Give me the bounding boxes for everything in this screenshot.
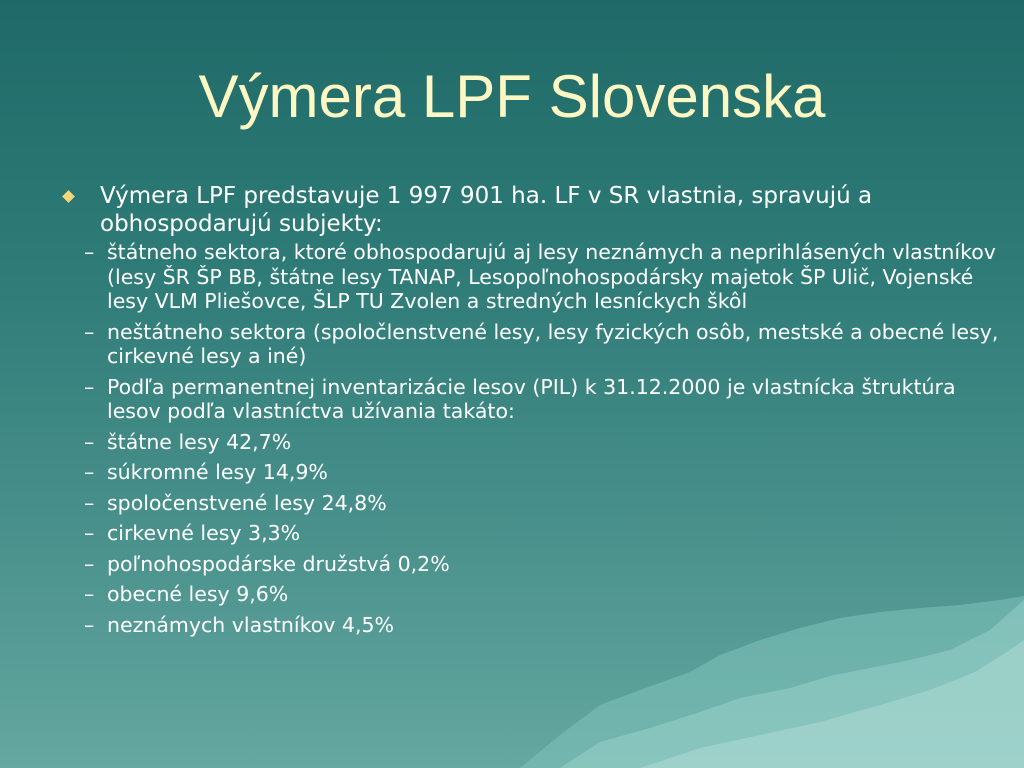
list-item-text: neznámych vlastníkov 4,5%	[107, 612, 395, 637]
slide-body	[62, 182, 1002, 643]
dash-marker: –	[84, 460, 95, 484]
list-item-text: štátneho sektora, ktoré obhospodarujú aj lesy neznámych a neprihlásených vlastníkov (lesy ŠR ŠP BB, štátne lesy TANAP, Lesopoľnohospodársky majetok ŠP Ulič, Vojenské lesy VLM Pliešovce, ŠLP TU Zvolen a stredných lesníckych škôl	[107, 240, 996, 313]
dash-marker: –	[84, 429, 95, 454]
dash-marker: –	[84, 582, 95, 606]
list-item-text: poľnohospodárske družstvá 0,2%	[107, 551, 450, 576]
list-item	[62, 430, 1002, 455]
sub-bullet-list	[62, 240, 1002, 637]
list-item-text: spoločenstvené lesy 24,8%	[107, 490, 387, 515]
list-item	[62, 375, 1002, 424]
list-item	[62, 240, 1002, 314]
list-item	[62, 491, 1002, 516]
list-item	[62, 460, 1002, 485]
list-item-text: obecné lesy 9,6%	[107, 582, 289, 606]
dash-marker: –	[84, 612, 95, 637]
list-item-text: Podľa permanentnej inventarizácie lesov (PIL) k 31.12.2000 je vlastnícka štruktúra lesov podľa vlastníctva užívania takáto:	[107, 374, 956, 423]
slide-title: Výmera LPF Slovenska	[198, 63, 826, 130]
list-item-text: súkromné lesy 14,9%	[107, 460, 328, 484]
list-item	[62, 613, 1002, 638]
intro-text: Výmera LPF predstavuje 1 997 901 ha. LF v SR vlastnia, spravujú a obhospodarujú subjekty:	[100, 183, 873, 237]
dash-marker: –	[84, 521, 95, 545]
dash-marker: –	[84, 240, 95, 264]
dash-marker: –	[84, 490, 95, 515]
list-item-text: cirkevné lesy 3,3%	[107, 521, 301, 545]
list-item-text: neštátneho sektora (spoločlenstvené lesy, lesy fyzických osôb, mestské a obecné lesy, cirkevné lesy a iné)	[107, 319, 999, 368]
list-item-text: štátne lesy 42,7%	[107, 429, 292, 454]
list-item	[62, 552, 1002, 577]
list-item	[62, 320, 1002, 369]
intro-bullet	[62, 182, 1002, 238]
dash-marker: –	[84, 551, 95, 576]
list-item	[62, 521, 1002, 546]
dash-marker: –	[84, 319, 95, 344]
dash-marker: –	[84, 374, 95, 399]
diamond-bullet-icon	[62, 190, 75, 203]
list-item	[62, 582, 1002, 607]
